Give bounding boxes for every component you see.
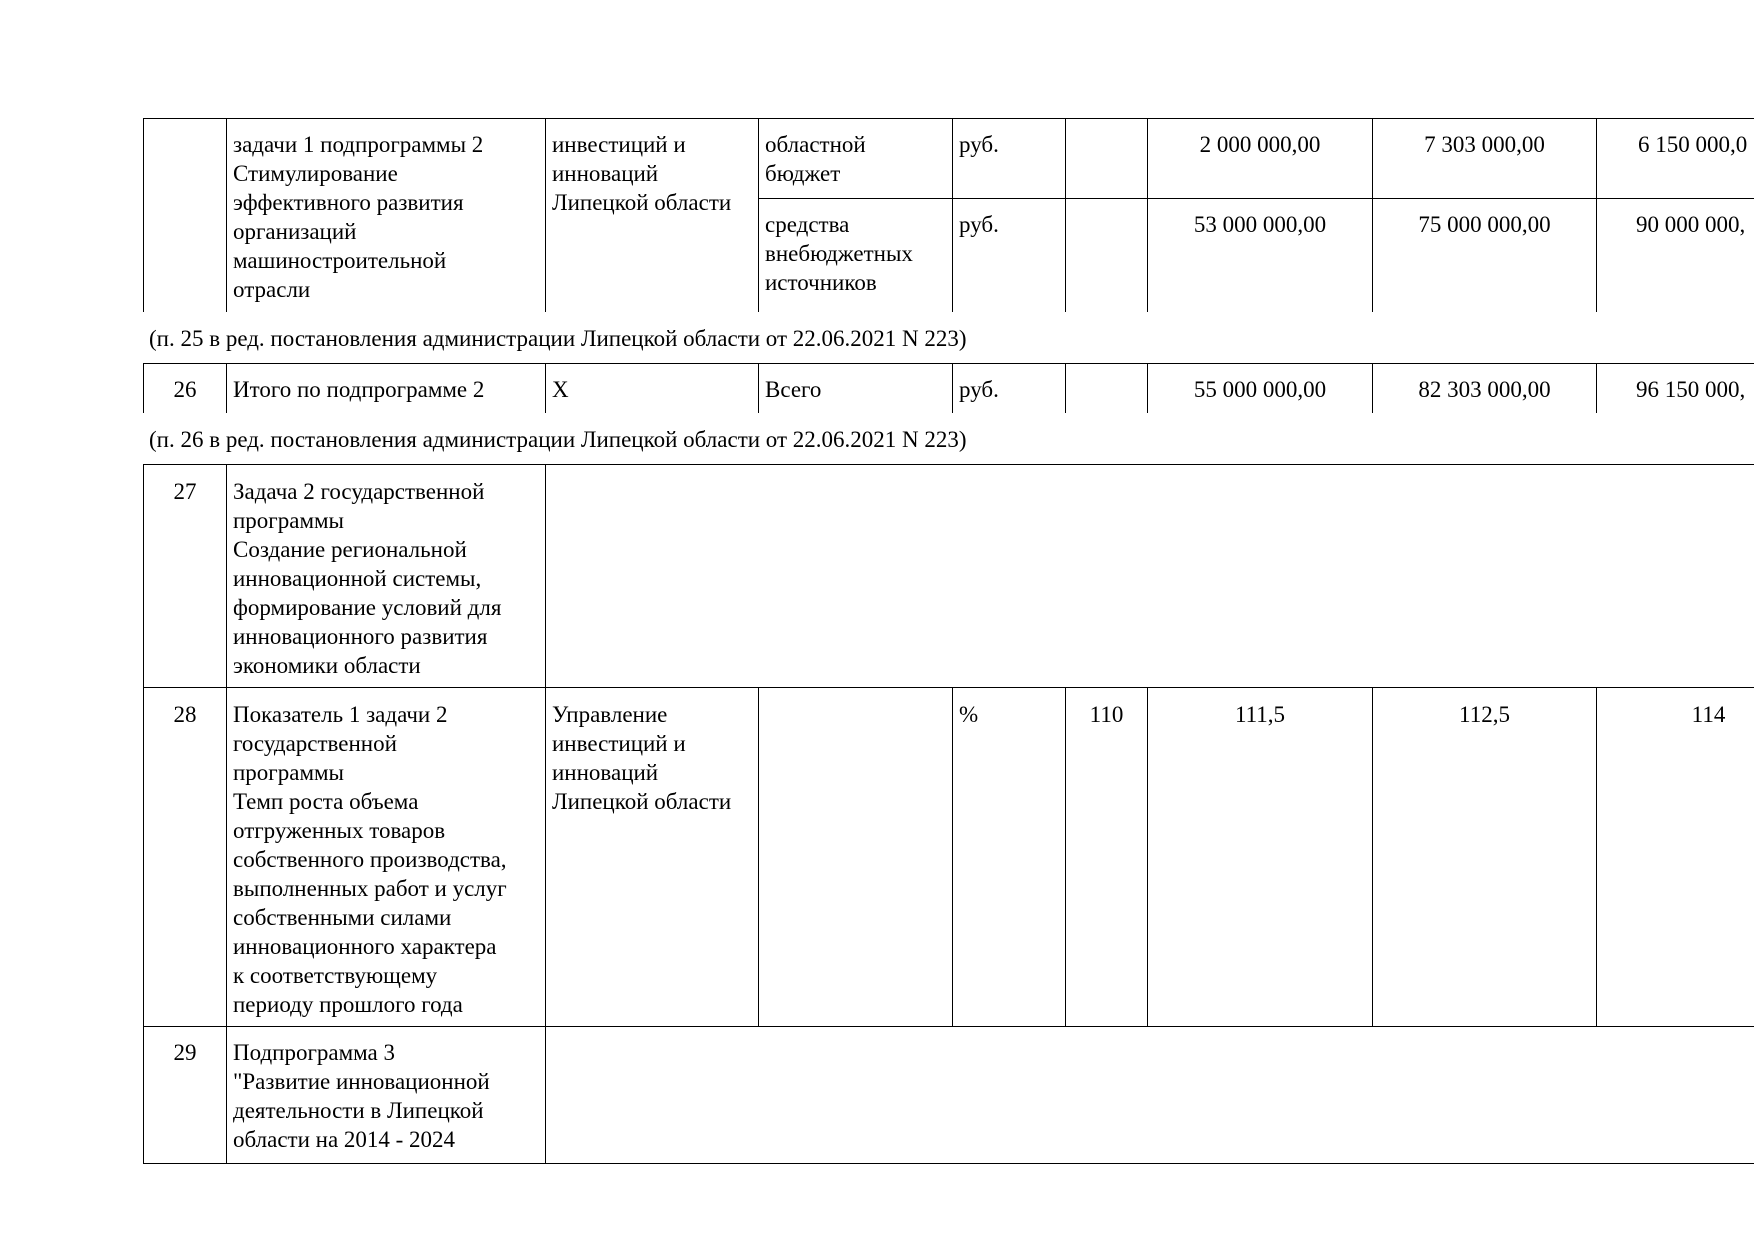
row26-name: Итого по подпрограмме 2 — [233, 377, 485, 402]
row-divider — [143, 363, 1754, 364]
row28-number: 28 — [173, 702, 197, 727]
table-border-top — [143, 118, 1754, 119]
col-divider — [1596, 118, 1597, 312]
row25-amendment-note: (п. 25 в ред. постановления администрации Липецкой области от 22.06.2021 N 223) — [149, 326, 967, 351]
row25-v2-1: 7 303 000,00 — [1424, 132, 1545, 157]
row25-unit-2: руб. — [959, 212, 999, 237]
col-divider — [758, 687, 759, 1027]
row26-number: 26 — [173, 377, 197, 402]
col-divider — [758, 118, 759, 312]
row-divider — [143, 1026, 1754, 1027]
col-divider — [758, 363, 759, 413]
col-divider — [952, 363, 953, 413]
row25-unit-1: руб. — [959, 132, 999, 157]
col-divider — [1372, 687, 1373, 1027]
row28-v3: 114 — [1691, 702, 1726, 727]
col-divider — [545, 363, 546, 413]
row26-v2: 82 303 000,00 — [1418, 377, 1551, 402]
row29-name: Подпрограмма 3 "Развитие инновационной деятельности в Липецкой области на 2014 - 2024 — [233, 1040, 490, 1152]
row-divider — [758, 198, 1754, 199]
row26-source: Всего — [765, 377, 822, 402]
row28-name: Показатель 1 задачи 2 государственной программы Темп роста объема отгруженных товаров собственного производства, выполненных работ и услуг собственными силами инновационного характера к соответствующему периоду прошлого года — [233, 702, 507, 1017]
row26-amendment-note: (п. 26 в ред. постановления администрации Липецкой области от 22.06.2021 N 223) — [149, 427, 967, 452]
col-divider — [143, 118, 144, 312]
row25-v3-2: 90 000 000, — [1636, 212, 1746, 237]
row26-v3: 96 150 000, — [1636, 377, 1746, 402]
row-divider — [143, 464, 1754, 465]
row25-executor: инвестиций и инноваций Липецкой области — [552, 132, 732, 215]
col-divider — [952, 687, 953, 1027]
col-divider — [545, 118, 546, 312]
row27-number: 27 — [173, 479, 197, 504]
col-divider — [1596, 687, 1597, 1027]
row25-v1-2: 53 000 000,00 — [1193, 212, 1327, 237]
col-divider — [226, 464, 227, 1164]
col-divider — [1065, 363, 1066, 413]
table-border-bottom — [143, 1163, 1754, 1164]
col-divider — [1596, 363, 1597, 413]
row25-v1-1: 2 000 000,00 — [1199, 132, 1321, 157]
row25-v2-2: 75 000 000,00 — [1418, 212, 1551, 237]
row26-unit: руб. — [959, 377, 999, 402]
row28-v2: 112,5 — [1459, 702, 1510, 727]
row27-name: Задача 2 государственной программы Создание региональной инновационной системы, формирование условий для инновационного развития экономики области — [233, 479, 502, 678]
row-divider — [143, 687, 1754, 688]
row25-name: задачи 1 подпрограммы 2 Стимулирование эффективного развития организаций машиностроительной отрасли — [233, 132, 484, 302]
col-divider — [1147, 687, 1148, 1027]
col-divider — [226, 118, 227, 312]
row28-executor: Управление инвестиций и инноваций Липецкой области — [552, 702, 732, 814]
row25-source-2: средства внебюджетных источников — [765, 212, 913, 295]
row26-v1: 55 000 000,00 — [1193, 377, 1327, 402]
row28-unit: % — [959, 702, 979, 727]
col-divider — [545, 464, 546, 1164]
row26-executor: Х — [552, 377, 569, 402]
row25-source-1: областной бюджет — [765, 132, 866, 186]
col-divider — [226, 363, 227, 413]
row25-v3-1: 6 150 000,0 — [1638, 132, 1748, 157]
col-divider — [1065, 687, 1066, 1027]
col-divider — [1065, 118, 1066, 312]
row28-v1: 111,5 — [1234, 702, 1286, 727]
row29-number: 29 — [173, 1040, 197, 1065]
row28-base: 110 — [1089, 702, 1124, 727]
col-divider — [952, 118, 953, 312]
